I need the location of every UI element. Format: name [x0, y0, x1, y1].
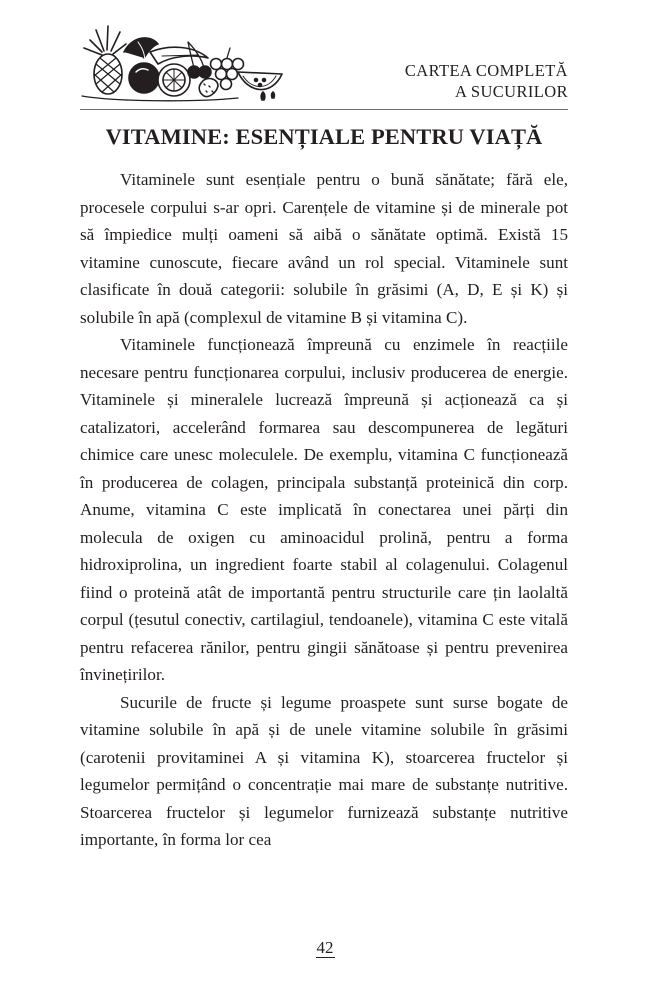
chapter-title: VITAMINE: ESENȚIALE PENTRU VIAȚĂ: [105, 124, 543, 149]
book-title: [405, 60, 568, 102]
book-title-line-2: A SUCURILOR: [454, 82, 568, 101]
paragraph: Vitaminele sunt esențiale pentru o bună sănătate; fără ele, procesele corpului s-ar opri. Carențele de vitamine și de minerale pot să împiedice mulți oameni să aibă o sănătate optimă. Există 15 vitamine cunoscute, fiecare având un rol special. Vitaminele sunt clasificate în două categorii: solubile în grăsimi (A, D, E și K) și solubile în apă (complexul de vitamine B și vitamina C).: [80, 170, 568, 327]
paragraph: Vitaminele funcționează împreună cu enzimele în reacțiile necesare pentru funcționarea corpului, inclusiv producerea de energie. Vitaminele și mineralele lucrează împreună și acționează ca și catalizatori, accelerând formarea sau descompunerea de legături chimice care unesc moleculele. De exemplu, vitamina C funcționează în producerea de colagen, principala substanță proteinică din corp. Anume, vitamina C este implicată în conectarea unei părți din molecula de oxigen cu aminoacidul prolină, pentru a forma hidroxiprolina, un ingredient foarte stabil al colagenului. Colagenul fiind o proteină atât de importantă pentru structurile care țin laolaltă corpul (țesutul conectiv, cartilagiul, tendoanele), vitamina C este vitală pentru refacerea rănilor, pentru gingii sănătoase și pentru prevenirea învinețirilor.: [80, 335, 568, 684]
page-number: [0, 938, 650, 958]
book-title-line-1: CARTEA COMPLETĂ: [404, 61, 568, 80]
fruit-and-vegetable-illustration: [78, 22, 283, 104]
page-number-label: 42: [316, 938, 334, 957]
body-text: [80, 166, 568, 854]
header-divider: [80, 109, 568, 110]
paragraph: Sucurile de fructe și legume proaspete sunt surse bogate de vitamine solubile în apă și de unele vitamine solubile în grăsimi (carotenii provitaminei A și vitamina K), stoarcerea fructelor și legumelor permițând o concentrație mai mare de substanțe nutritive. Stoarcerea fructelor și legumelor furnizează substanțe nutritive importante, în forma lor cea: [80, 692, 568, 849]
